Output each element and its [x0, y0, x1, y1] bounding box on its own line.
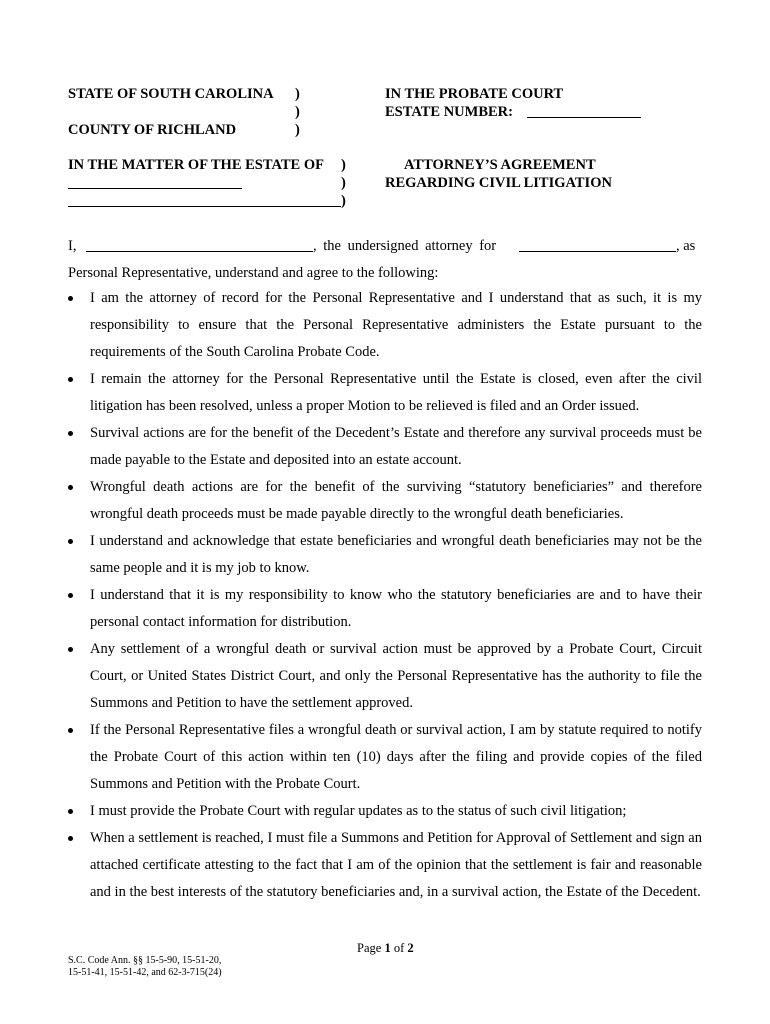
list-item-text: I am the attorney of record for the Personal Representative and I understand that as such, it is my responsibility to ensure that the Personal Representative administers the Estate pursuant to the requirements of the South Carolina Probate Code.	[90, 290, 702, 360]
estate-number-field[interactable]	[527, 117, 641, 118]
agreement-list	[68, 285, 702, 906]
bullet-icon	[68, 809, 73, 814]
document-title-line1: ATTORNEY’S AGREEMENT	[404, 157, 596, 173]
intro-as: , as	[676, 238, 696, 254]
intro-undersigned: , the undersigned attorney for	[313, 238, 497, 254]
list-item	[68, 285, 702, 366]
list-item	[68, 825, 702, 906]
caption-paren: )	[295, 122, 300, 138]
decedent-name-field-2[interactable]	[68, 206, 341, 207]
caption-paren: )	[295, 86, 300, 102]
list-item-text: I remain the attorney for the Personal Representative until the Estate is closed, even after the civil litigation has been resolved, unless a proper Motion to be relieved is filed and an Order issued.	[90, 371, 702, 414]
bullet-icon	[68, 836, 73, 841]
bullet-icon	[68, 539, 73, 544]
bullet-icon	[68, 647, 73, 652]
list-item	[68, 528, 702, 582]
intro-i: I,	[68, 238, 77, 254]
citation-line1: S.C. Code Ann. §§ 15-5-90, 15-51-20,	[68, 955, 222, 966]
list-item	[68, 366, 702, 420]
bullet-icon	[68, 377, 73, 382]
document-title-line2: REGARDING CIVIL LITIGATION	[385, 175, 612, 191]
caption-paren: )	[341, 157, 346, 173]
list-item-text: If the Personal Representative files a wrongful death or survival action, I am by statute required to notify the Probate Court of this action within ten (10) days after the filing and provide copies of the filed Summons and Petition with the Probate Court.	[90, 722, 702, 792]
county-caption: COUNTY OF RICHLAND	[68, 122, 237, 138]
page-number: Page 1 of 2	[357, 941, 414, 955]
list-item	[68, 717, 702, 798]
list-item-text: I must provide the Probate Court with regular updates as to the status of such civil litigation;	[90, 803, 627, 819]
list-item	[68, 420, 702, 474]
intro-line2: Personal Representative, understand and agree to the following:	[68, 265, 439, 281]
list-item-text: I understand and acknowledge that estate beneficiaries and wrongful death beneficiaries may not be the same people and it is my job to know.	[90, 533, 702, 576]
caption-paren: )	[295, 104, 300, 120]
caption-paren: )	[341, 175, 346, 191]
list-item	[68, 474, 702, 528]
bullet-icon	[68, 593, 73, 598]
list-item-text: When a settlement is reached, I must file a Summons and Petition for Approval of Settlement and sign an attached certificate attesting to the fact that I am of the opinion that the settlement is fair and reasonable and in the best interests of the statutory beneficiaries and, in a survival action, the Estate of the Decedent.	[90, 830, 702, 900]
matter-caption: IN THE MATTER OF THE ESTATE OF	[68, 157, 324, 173]
list-item-text: I understand that it is my responsibility to know who the statutory beneficiaries are and to have their personal contact information for distribution.	[90, 587, 702, 630]
bullet-icon	[68, 431, 73, 436]
list-item-text: Survival actions are for the benefit of the Decedent’s Estate and therefore any survival proceeds must be made payable to the Estate and deposited into an estate account.	[90, 425, 702, 468]
bullet-icon	[68, 485, 73, 490]
bullet-icon	[68, 296, 73, 301]
state-caption: STATE OF SOUTH CAROLINA	[68, 86, 274, 102]
decedent-name-field[interactable]	[68, 188, 242, 189]
court-name: IN THE PROBATE COURT	[385, 86, 564, 102]
attorney-name-field[interactable]	[86, 251, 313, 252]
caption-paren: )	[341, 193, 346, 209]
list-item-text: Any settlement of a wrongful death or survival action must be approved by a Probate Court, Circuit Court, or United States District Court, and only the Personal Representative has the authority to file the Summons and Petition to have the settlement approved.	[90, 641, 702, 711]
estate-number-label: ESTATE NUMBER:	[385, 104, 513, 120]
list-item	[68, 636, 702, 717]
list-item	[68, 798, 702, 825]
list-item-text: Wrongful death actions are for the benefit of the surviving “statutory beneficiaries” and therefore wrongful death proceeds must be made payable directly to the wrongful death beneficiaries.	[90, 479, 702, 522]
personal-representative-field[interactable]	[519, 251, 676, 252]
bullet-icon	[68, 728, 73, 733]
list-item	[68, 582, 702, 636]
citation-line2: 15-51-41, 15-51-42, and 62-3-715(24)	[68, 967, 222, 978]
